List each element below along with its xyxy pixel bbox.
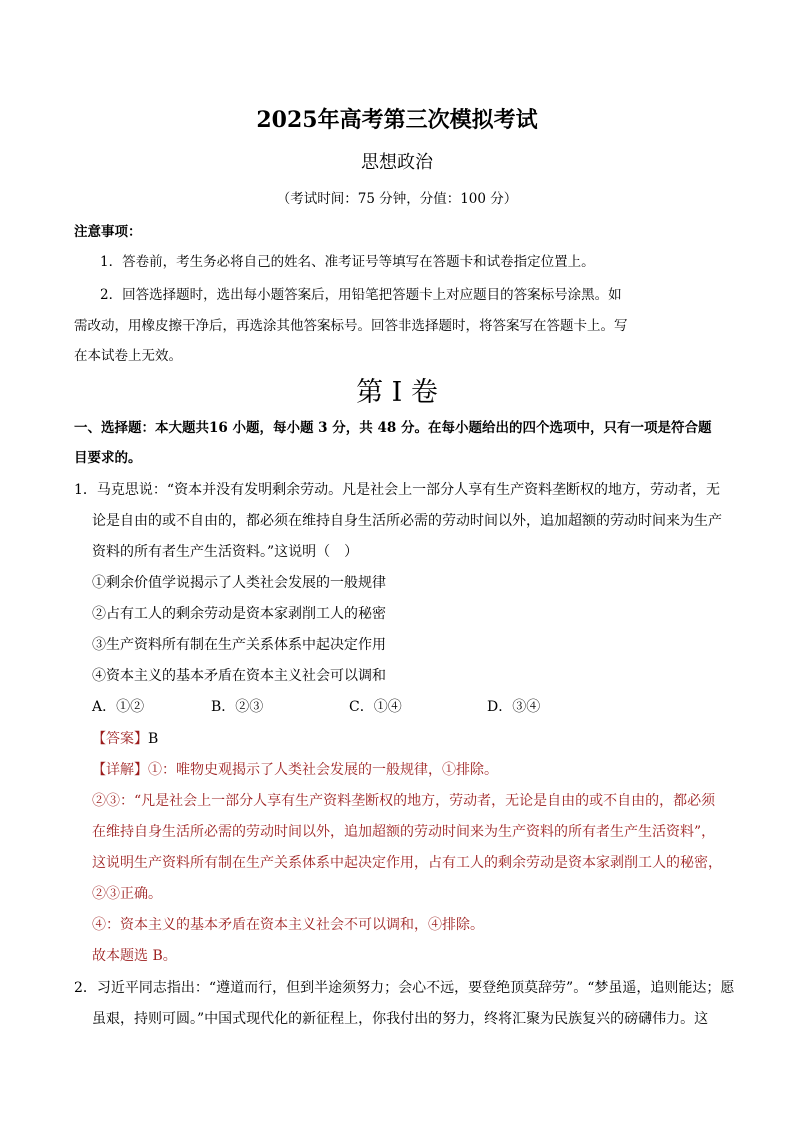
q1-conclusion: 故本题选 B。 bbox=[92, 948, 177, 964]
section-heading-line-1: 一、选择题：本大题共16 小题，每小题 3 分，共 48 分。在每小题给出的四个选项中，只有一项是符合题 bbox=[74, 420, 712, 436]
exam-info: （考试时间：75 分钟，分值：100 分） bbox=[276, 191, 518, 207]
q1-option-b: B．②③ bbox=[211, 699, 264, 715]
q1-answer bbox=[92, 728, 158, 748]
q1-option-c: C．①④ bbox=[349, 699, 402, 715]
q1-detail-2-line-3: 这说明生产资料所有制在生产关系体系中起决定作用，占有工人的剩余劳动是资本家剥削工人的秘密， bbox=[92, 855, 722, 871]
q1-stem-line-3: 资料的所有者生产生活资料。”这说明（ ） bbox=[92, 544, 359, 560]
q1-detail-3: ④：资本主义的基本矛盾在资本主义社会不可以调和，④排除。 bbox=[92, 917, 484, 933]
q1-statement-4: ④资本主义的基本矛盾在资本主义社会可以调和 bbox=[92, 668, 386, 684]
notice-heading: 注意事项： bbox=[74, 224, 142, 240]
q1-statement-2: ②占有工人的剩余劳动是资本家剥削工人的秘密 bbox=[92, 606, 386, 622]
q1-option-d: D．③④ bbox=[487, 699, 541, 715]
notice-item-2-line-2: 需改动，用橡皮擦干净后，再选涂其他答案标号。回答非选择题时，将答案写在答题卡上。写 bbox=[74, 318, 628, 334]
q1-statement-1: ①剩余价值学说揭示了人类社会发展的一般规律 bbox=[92, 575, 386, 591]
section-heading-line-2: 目要求的。 bbox=[74, 450, 142, 466]
q1-detail-2-line-1: ②③：“凡是社会上一部分人享有生产资料垄断权的地方，劳动者，无论是自由的或不自由的，都必须 bbox=[92, 793, 716, 809]
q1-stem-line-1: 1．马克思说：“资本并没有发明剩余劳动。凡是社会上一部分人享有生产资料垄断权的地方，劳动者，无 bbox=[74, 482, 721, 498]
detail-tag: 【详解】 bbox=[92, 762, 148, 778]
q2-stem-line-2: 虽艰，持则可圆。”中国式现代化的新征程上，你我付出的努力，终将汇聚为民族复兴的磅礴伟力。这 bbox=[92, 1011, 709, 1027]
q1-detail-2-line-2: 在维持自身生活所必需的劳动时间以外，追加超额的劳动时间来为生产资料的所有者生产生活资料”， bbox=[92, 824, 716, 840]
q2-stem-line-1: 2．习近平同志指出：“遵道而行，但到半途须努力；会心不远，要登绝顶莫辞劳”。“梦虽遥，追则能达；愿 bbox=[74, 980, 735, 996]
answer-tag: 【答案】 bbox=[92, 731, 148, 747]
notice-item-2-line-1: 2．回答选择题时，选出每小题答案后，用铅笔把答题卡上对应题目的答案标号涂黑。如 bbox=[100, 287, 622, 303]
q1-option-a: A．①② bbox=[92, 699, 145, 715]
q1-stem-line-2: 论是自由的或不自由的，都必须在维持自身生活所必需的劳动时间以外，追加超额的劳动时间来为生产 bbox=[92, 513, 722, 529]
subject-title: 思想政治 bbox=[361, 152, 433, 173]
q1-detail-1 bbox=[92, 759, 498, 779]
notice-item-2-line-3: 在本试卷上无效。 bbox=[74, 348, 182, 364]
notice-item-1: 1．答卷前，考生务必将自己的姓名、准考证号等填写在答题卡和试卷指定位置上。 bbox=[100, 254, 595, 270]
q1-statement-3: ③生产资料所有制在生产关系体系中起决定作用 bbox=[92, 637, 386, 653]
exam-title: 2025年高考第三次模拟考试 bbox=[256, 107, 538, 133]
detail-text-1: ①：唯物史观揭示了人类社会发展的一般规律，①排除。 bbox=[148, 762, 498, 778]
answer-value: B bbox=[148, 731, 159, 747]
volume-title: 第 I 卷 bbox=[356, 377, 438, 408]
q1-detail-2-line-4: ②③正确。 bbox=[92, 886, 162, 902]
